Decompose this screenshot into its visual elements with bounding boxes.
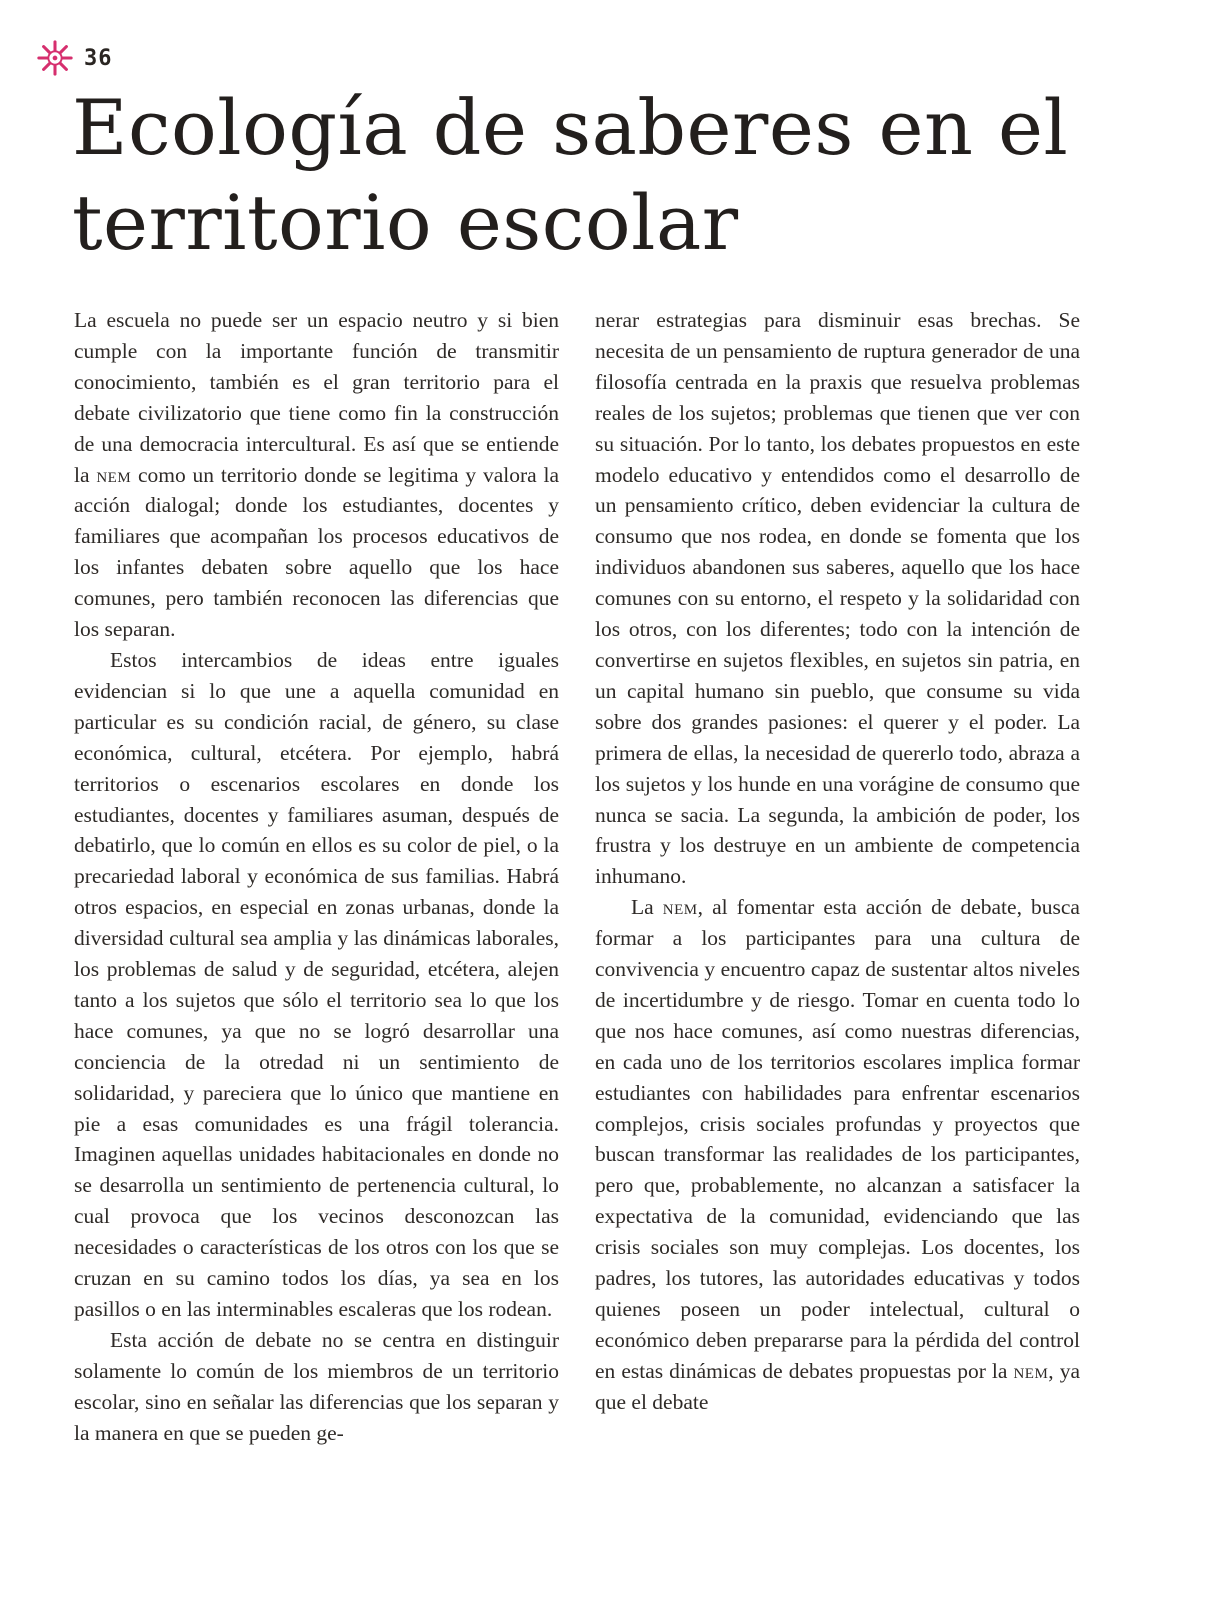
page-header (36, 40, 113, 76)
nem-acronym: nem (1013, 1358, 1049, 1383)
page-title: Ecología de saberes en el territorio escolar (72, 83, 1069, 267)
article-body (74, 305, 1080, 1535)
paragraph-text: La escuela no puede ser un espacio neutro y si bien cumple con la importante función de transmitir conocimiento, también es el gran territorio para el debate civilizatorio que tiene como fin la construcción de una democracia intercultural. Es así que se entiende la (74, 308, 559, 487)
paragraph-text: , al fomentar esta acción de debate, busca formar a los participantes para una cultura de convivencia y encuentro capaz de sustentar altos niveles de incertidumbre y de riesgo. Tomar en cuenta todo lo que nos hace comunes, así como nuestras diferencias, en cada uno de los territorios escolares implica formar estudiantes con habilidades para enfrentar escenarios complejos, crisis sociales profundas y proyectos que buscan transformar las realidades de los participantes, pero que, probablemente, no alcanzan a satisfacer la expectativa de la comunidad, evidenciando que las crisis sociales son muy complejas. Los docentes, los padres, los tutores, las autoridades educativas y todos quienes poseen un poder intelectual, cultural o económico deben prepararse para la pérdida del control en estas dinámicas de debates propuestas por la (595, 895, 1080, 1383)
nem-acronym: nem (96, 462, 132, 487)
page-number: 36 (84, 45, 113, 71)
nem-acronym: nem (662, 895, 698, 920)
paragraph: Estos intercambios de ideas entre iguales evidencian si lo que une a aquella comunidad en particular es su condición racial, de género, su clase económica, cultural, etcétera. Por ejemplo, habrá territorios o escenarios escolares en donde los estudiantes, docentes y familiares asuman, después de debatirlo, que lo común en ellos es su color de piel, o la precariedad laboral y económica de sus familias. Habrá otros espacios, en especial en zonas urbanas, donde la diversidad cultural sea amplia y las dinámicas laborales, los problemas de salud y de seguridad, etcétera, alejen tanto a los sujetos que sólo el territorio sea lo que los hace comunes, ya que no se logró desarrollar una conciencia de la otredad ni un sentimiento de solidaridad, y pareciera que lo único que mantiene en pie a esas comunidades es una frágil tolerancia. Imaginen aquellas unidades habitacionales en donde no se desarrolla un sentimiento de pertenencia cultural, lo cual provoca que los vecinos desconozcan las necesidades o características de los otros con los que se cruzan en su camino todos los días, ya sea en los pasillos o en las interminables escaleras que los rodean. (74, 647, 559, 1321)
paragraph: nerar estrategias para disminuir esas brechas. Se necesita de un pensamiento de ruptura generador de una filosofía centrada en la praxis que resuelva problemas reales de los sujetos; problemas que tienen que ver con su situación. Por lo tanto, los debates propuestos en este modelo educativo y entendidos como el desarrollo de un pensamiento crítico, deben evidenciar la cultura de consumo que nos rodea, en donde se fomenta que los individuos abandonen sus saberes, aquello que los hace comunes con su entorno, el respeto y la solidaridad con los otros, con los diferentes; todo con la intención de convertirse en sujetos flexibles, en sujetos sin patria, en un capital humano sin pueblo, que consume su vida sobre dos grandes pasiones: el querer y el poder. La primera de ellas, la necesidad de quererlo todo, abraza a los sujetos y los hunde en una vorágine de consumo que nunca se sacia. La segunda, la ambición de poder, los frustra y los destruye en un ambiente de competencia inhumano. (595, 308, 1080, 889)
paragraph-text: como un territorio donde se legitima y valora la acción dialogal; donde los estudiantes, docentes y familiares que acompañan los procesos educativos de los infantes debaten sobre aquello que los hace comunes, pero también reconocen las diferencias que los separan. (74, 462, 559, 642)
paragraph: Esta acción de debate no se centra en distinguir solamente lo común de los miembros de un territorio escolar, sino en señalar las diferencias que los separan y la manera en que se pueden ge- (74, 1327, 559, 1445)
paragraph-text: , ya que el debate (595, 1358, 1081, 1414)
paragraph (74, 305, 559, 645)
flower-icon (36, 39, 74, 77)
left-column (74, 305, 559, 1535)
paragraph-text: La (631, 895, 663, 920)
right-column (595, 305, 1080, 1535)
paragraph (595, 892, 1080, 1417)
